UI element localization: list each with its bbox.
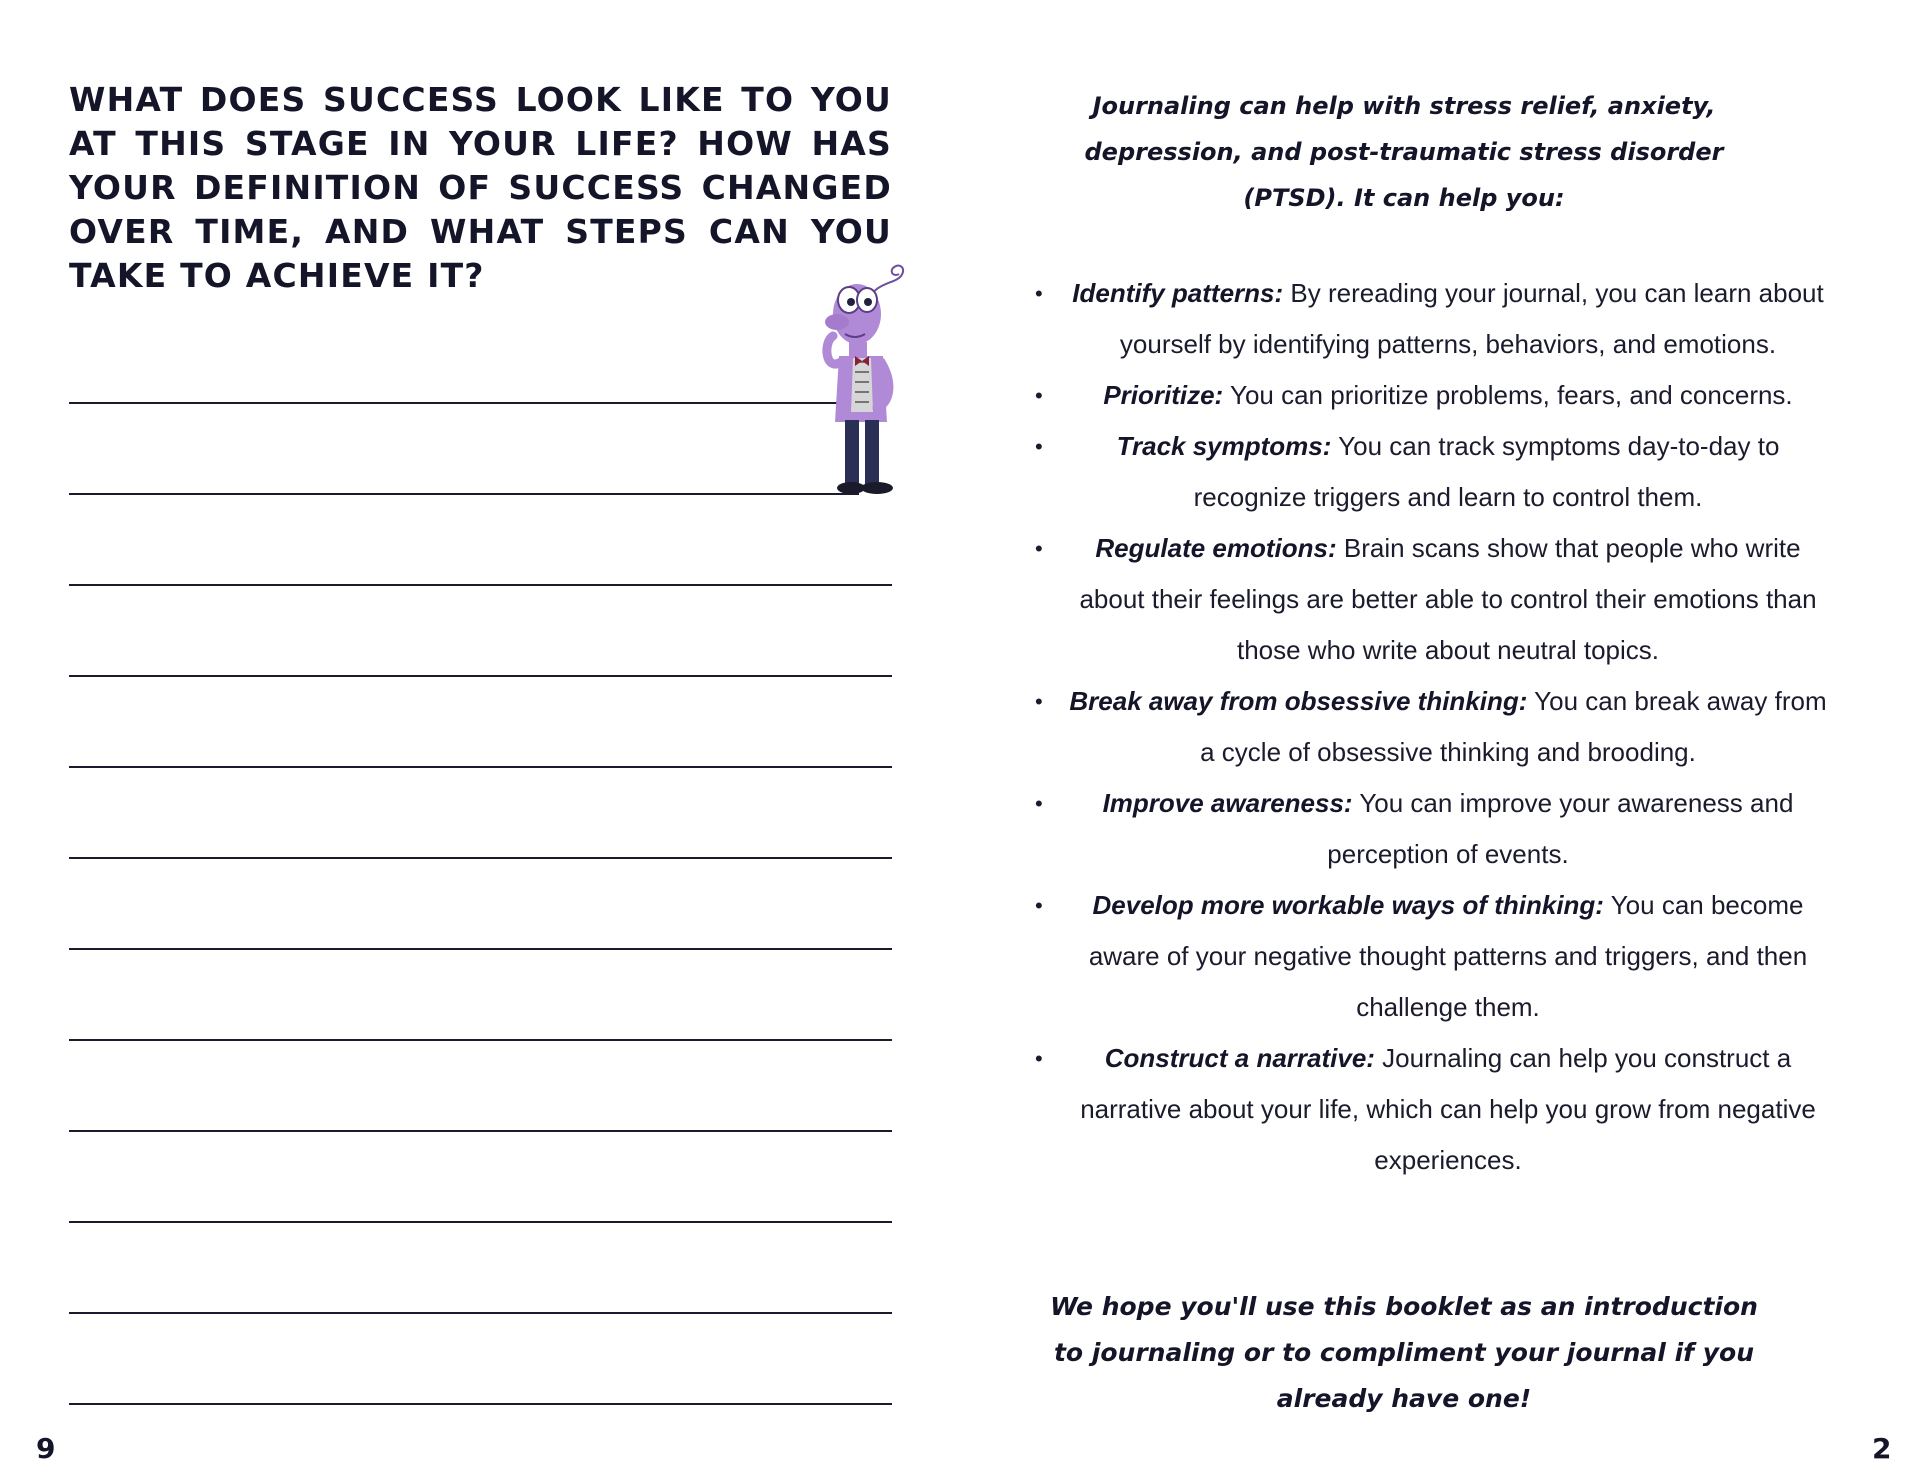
bullet-term: Track symptoms: (1116, 431, 1332, 461)
bullet-text: By rereading your journal, you can learn about yourself by identifying patterns, behaviors, and emotions. (1119, 278, 1824, 359)
writing-line[interactable] (69, 1312, 892, 1314)
bullet-term: Improve awareness: (1102, 788, 1353, 818)
bullet-term: Construct a narrative: (1104, 1043, 1375, 1073)
bullet-dot: • (1035, 281, 1043, 306)
bullet-dot: • (1035, 689, 1043, 714)
page-number: 2 (1872, 1432, 1892, 1465)
closing-text: We hope you'll use this booklet as an introduction to journaling or to compliment your journal if you already have one! (1050, 1292, 1758, 1413)
writing-line[interactable] (69, 1130, 892, 1132)
benefits-list (1029, 268, 1829, 1186)
list-item (1029, 1033, 1829, 1186)
list-item (1029, 778, 1829, 880)
writing-line[interactable] (69, 402, 849, 404)
writing-line[interactable] (69, 857, 892, 859)
page-number: 9 (36, 1432, 56, 1465)
writing-line[interactable] (69, 1221, 892, 1223)
bullet-dot: • (1035, 383, 1043, 408)
bullet-dot: • (1035, 1046, 1043, 1071)
intro-text: Journaling can help with stress relief, anxiety, depression, and post-traumatic stress disorder (PTSD). It can help you: (1084, 92, 1724, 212)
bullet-term: Develop more workable ways of thinking: (1092, 890, 1604, 920)
bullet-dot: • (1035, 434, 1043, 459)
writing-line[interactable] (69, 584, 892, 586)
writing-line[interactable] (69, 1403, 892, 1405)
writing-line[interactable] (69, 766, 892, 768)
bullet-term: Break away from obsessive thinking: (1069, 686, 1528, 716)
bullet-term: Identify patterns: (1072, 278, 1284, 308)
list-item (1029, 370, 1829, 421)
bullet-text: You can prioritize problems, fears, and concerns. (1223, 380, 1793, 410)
writing-line[interactable] (69, 493, 859, 495)
list-item (1029, 880, 1829, 1033)
writing-line[interactable] (69, 675, 892, 677)
bullet-text: You can become aware of your negative thought patterns and triggers, and then challenge them. (1088, 890, 1808, 1022)
bullet-term: Regulate emotions: (1095, 533, 1337, 563)
right-page (960, 0, 1920, 1484)
journal-question: WHAT DOES SUCCESS LOOK LIKE TO YOU AT THIS STAGE IN YOUR LIFE? HOW HAS YOUR DEFINITION OF SUCCESS CHANGED OVER TIME, AND WHAT STEPS CAN YOU TAKE TO ACHIEVE IT? (69, 80, 892, 295)
bullet-text: Brain scans show that people who write about their feelings are better able to control their emotions than those who write about neutral topics. (1079, 533, 1817, 665)
writing-line[interactable] (69, 948, 892, 950)
bullet-text: You can improve your awareness and perception of events. (1327, 788, 1794, 869)
list-item (1029, 523, 1829, 676)
list-item (1029, 421, 1829, 523)
bullet-text: You can track symptoms day-to-day to recognize triggers and learn to control them. (1193, 431, 1780, 512)
bullet-term: Prioritize: (1103, 380, 1224, 410)
bullet-text: Journaling can help you construct a narrative about your life, which can help you grow from negative experiences. (1080, 1043, 1816, 1175)
list-item (1029, 268, 1829, 370)
writing-line[interactable] (69, 1039, 892, 1041)
bullet-dot: • (1035, 536, 1043, 561)
character-illustration (815, 262, 915, 498)
list-item (1029, 676, 1829, 778)
bullet-dot: • (1035, 791, 1043, 816)
bullet-dot: • (1035, 893, 1043, 918)
bullet-text: You can break away from a cycle of obsessive thinking and brooding. (1200, 686, 1827, 767)
